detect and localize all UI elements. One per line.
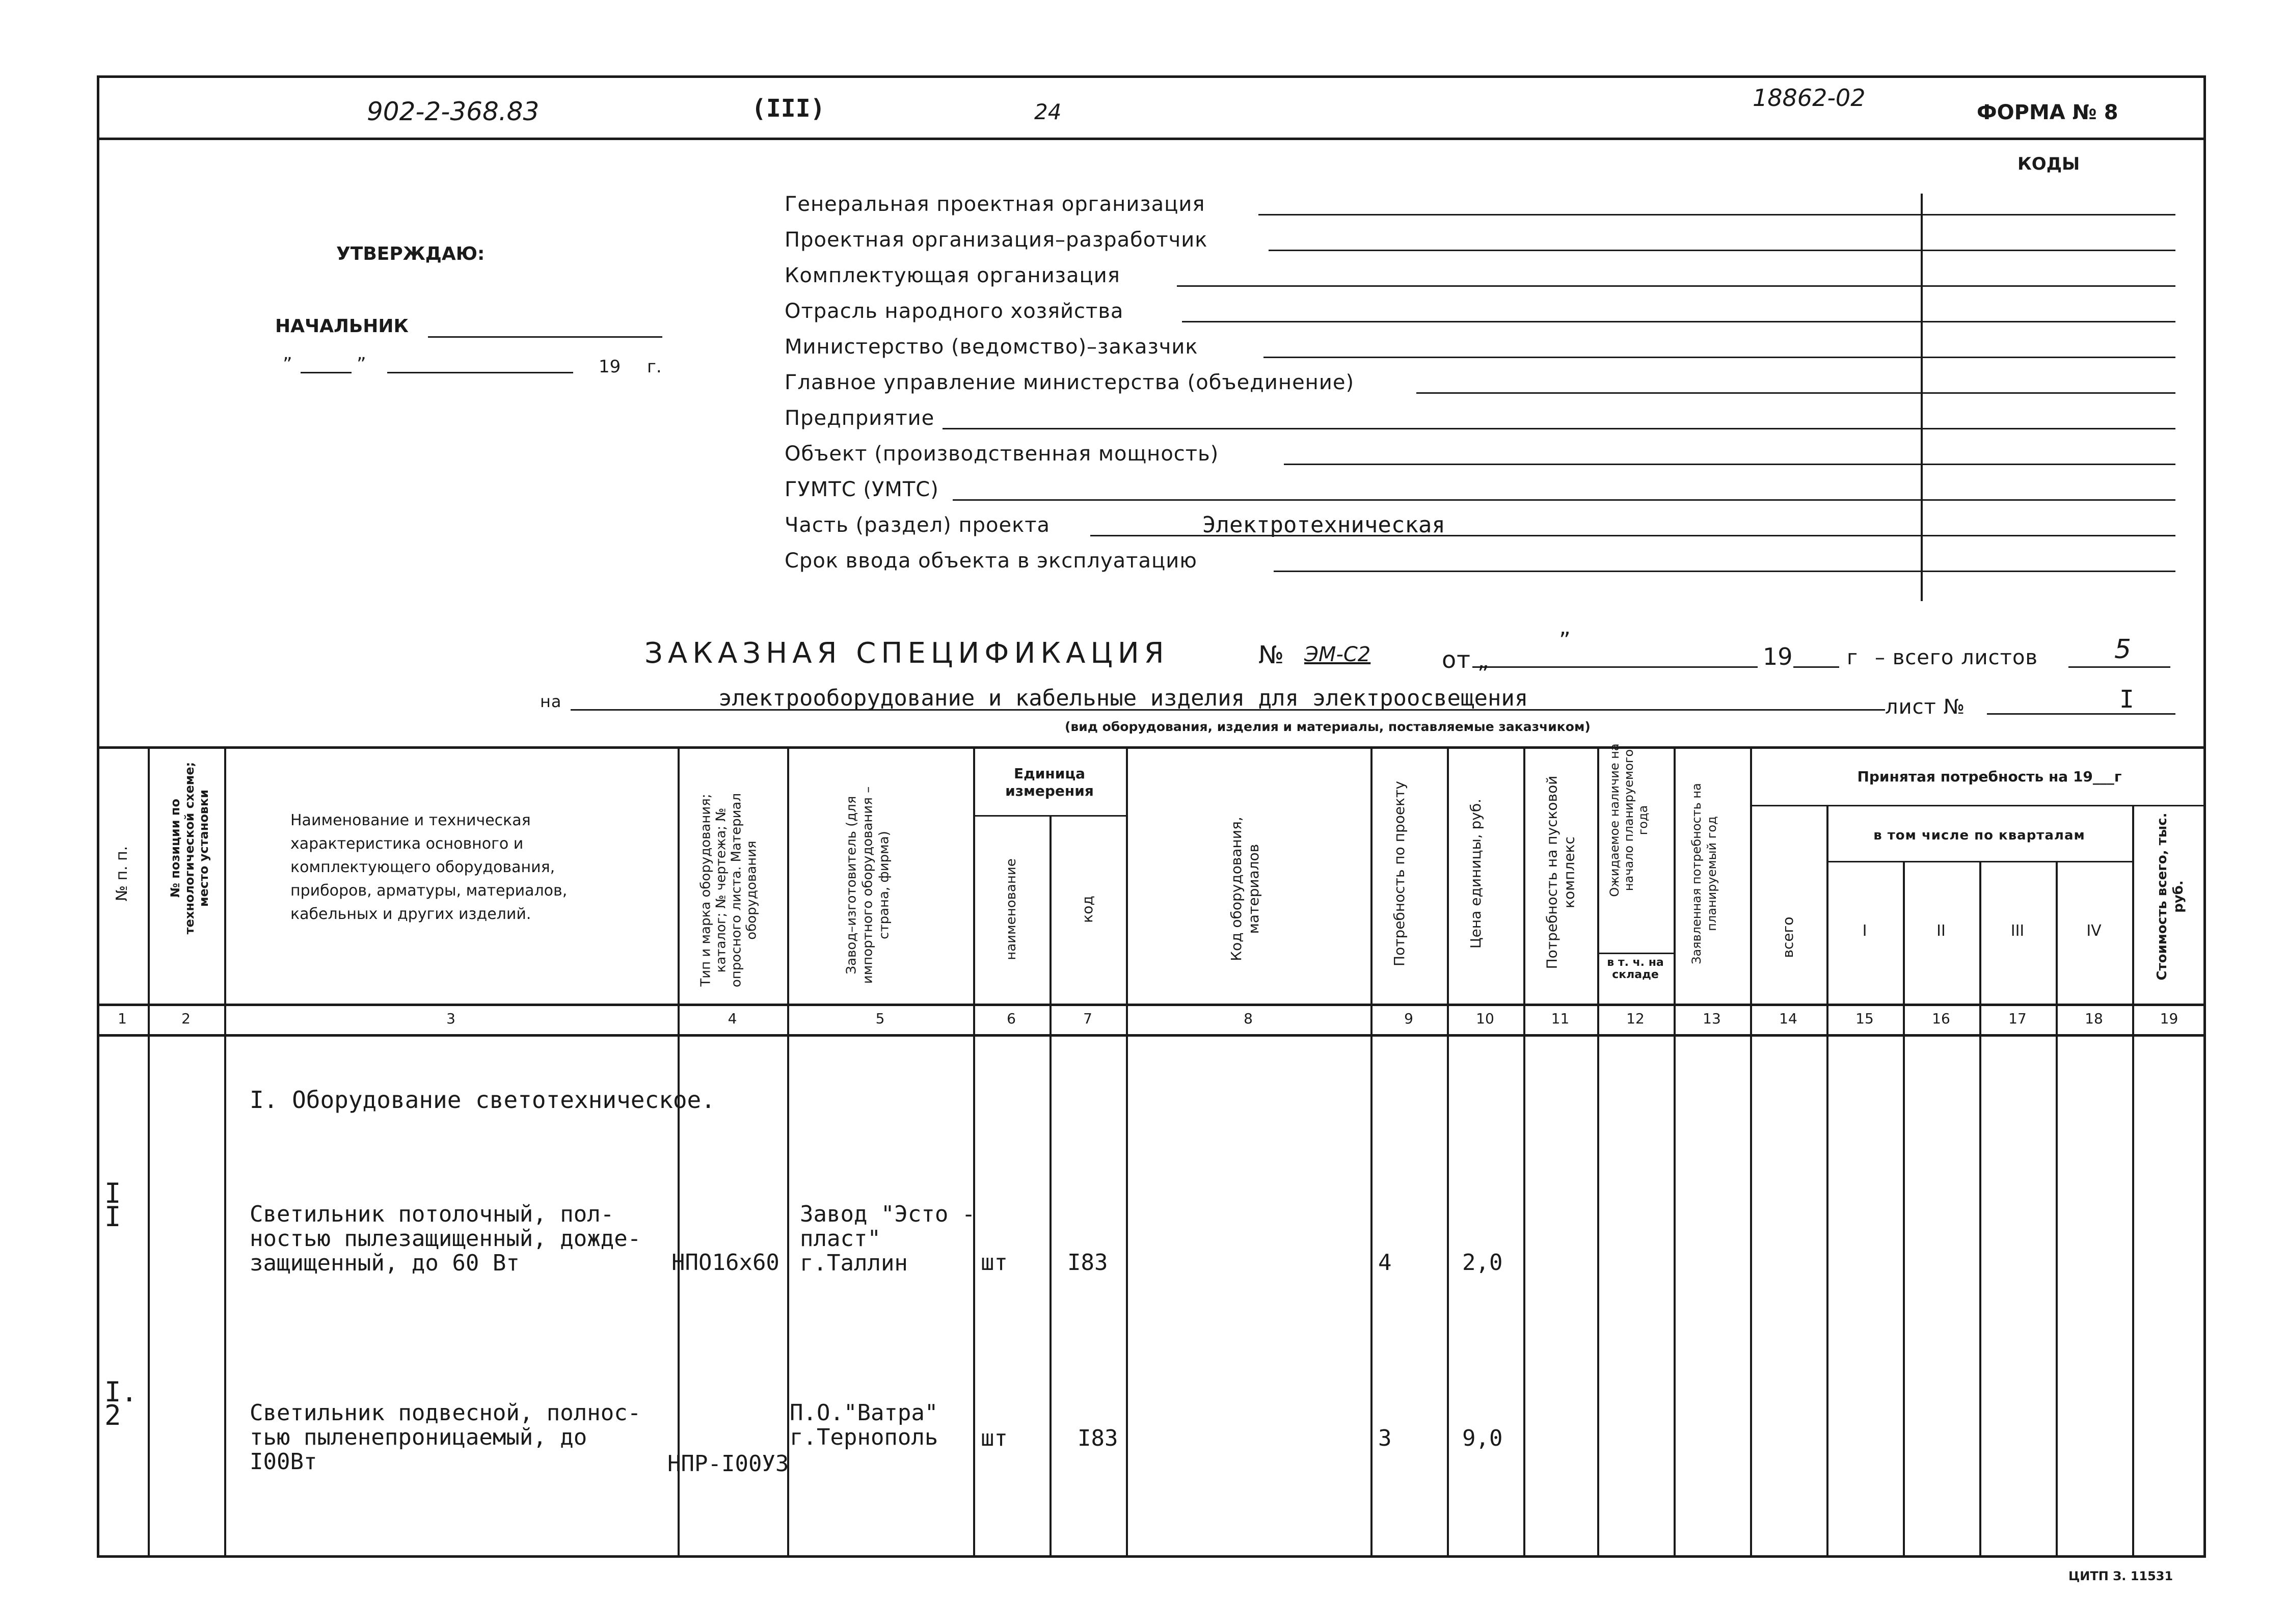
org-field-label: Генеральная проектная организация (785, 193, 1205, 216)
date-quote-open: ” (283, 354, 292, 375)
row-maker: П.О."Ватра" г.Тернополь (790, 1400, 938, 1450)
col-header-unit: Единица измерения (1005, 765, 1094, 799)
col-header-7: код (1079, 896, 1096, 923)
codes-label: КОДЫ (2017, 154, 2080, 174)
spec-subject: электрооборудование и кабельные изделия для электроосвещения (718, 685, 1528, 711)
org-field-line (1269, 250, 2175, 251)
row-name: Светильник подвесной, полнос- тью пыленепроницаемый, до I00Вт (250, 1400, 641, 1475)
col-header-18: IV (2086, 922, 2102, 940)
date-month-line (387, 372, 573, 373)
column-number: 1 (118, 1010, 127, 1027)
row-unit: шт (981, 1250, 1008, 1276)
column-number: 19 (2160, 1010, 2178, 1027)
org-field-line (1416, 392, 2175, 394)
col-header-6: наименование (1004, 858, 1019, 960)
col-header-quarters: в том числе по кварталам (1873, 828, 2085, 843)
form-label: ФОРМА № 8 (1977, 101, 2118, 124)
row-unit: шт (981, 1425, 1008, 1451)
spec-year-label: 19 (1763, 643, 1793, 670)
page-number: 24 (1034, 99, 1062, 124)
spec-number: ЭМ-С2 (1304, 643, 1371, 666)
org-field-label: ГУМТС (УМТС) (785, 478, 939, 501)
col-header-accepted: Принятая потребность на 19___г (1857, 768, 2122, 785)
footer-stamp: ЦИТП З. 11531 (2068, 1569, 2173, 1583)
row-position: I. 2 (104, 1376, 138, 1431)
subject-quote: ” (1477, 661, 1489, 687)
spec-year-line (1793, 666, 1839, 668)
col-header-14: всего (1780, 916, 1796, 958)
spec-date-line (1472, 666, 1758, 668)
column-number: 11 (1551, 1010, 1570, 1027)
spec-title: ЗАКАЗНАЯ СПЕЦИФИКАЦИЯ (644, 637, 1169, 670)
org-field-label: Комплектующая организация (785, 264, 1120, 287)
column-divider (1750, 746, 1752, 1556)
col-header-17: III (2010, 922, 2025, 940)
column-number: 10 (1476, 1010, 1494, 1027)
spec-year-suffix: г (1847, 646, 1859, 669)
unit-group-line (973, 815, 1126, 817)
col-header-12: Ожидаемое наличие на начало планируемого года (1607, 743, 1650, 897)
org-field-label: Проектная организация–разработчик (785, 228, 1208, 252)
roman-numeral: (III) (751, 94, 825, 123)
column-number: 18 (2085, 1010, 2103, 1027)
date-year: 19 (599, 357, 621, 377)
row-code: I83 (1078, 1425, 1118, 1451)
column-divider (973, 746, 975, 1556)
column-divider (1826, 805, 1828, 1556)
org-field-line (1263, 357, 2175, 358)
chief-signature-line (428, 336, 662, 338)
stock-subline (1597, 953, 1674, 954)
column-number: 13 (1703, 1010, 1721, 1027)
total-sheets-label: – всего листов (1875, 646, 2038, 669)
col-header-11: Потребность на пусковой комплекс (1543, 775, 1578, 969)
column-number: 7 (1083, 1010, 1092, 1027)
col-header-4: Тип и марка оборудования; каталог; № чертежа; № опросного листа. Материал оборудования (698, 793, 760, 988)
org-field-line (1258, 214, 2175, 215)
sheet-label: лист № (1885, 695, 1966, 719)
section-heading: I. Оборудование светотехническое. (250, 1086, 715, 1114)
col-header-1: № п. п. (113, 846, 131, 902)
org-field-line (1182, 321, 2175, 322)
row-quantity: 4 (1378, 1250, 1392, 1276)
org-field-line (1274, 571, 2175, 572)
col-header-13: Заявленная потребность на планируемый год (1689, 783, 1719, 964)
col-header-10: Цена единицы, руб. (1467, 798, 1484, 949)
org-field-label: Министерство (ведомство)–заказчик (785, 335, 1198, 359)
sheet-line (1987, 713, 2175, 715)
project-part-value: Электротехническая (1202, 512, 1445, 538)
column-divider (2056, 861, 2058, 1556)
col-header-8: Код оборудования, материалов (1228, 817, 1262, 961)
subject-note: (вид оборудования, изделия и материалы, поставляемые заказчиком) (1065, 719, 1591, 734)
org-field-line (1284, 464, 2175, 465)
table-header-bottom (97, 1004, 2206, 1006)
col-header-16: II (1936, 922, 1946, 940)
org-field-label: Часть (раздел) проекта (785, 513, 1051, 537)
column-number: 5 (875, 1010, 885, 1027)
date-year-suffix: г. (647, 357, 662, 377)
org-field-label: Отрасль народного хозяйства (785, 300, 1124, 323)
approve-label: УТВЕРЖДАЮ: (336, 243, 485, 264)
column-number: 3 (446, 1010, 455, 1027)
sheet-number: I (2119, 685, 2134, 714)
date-day-line (301, 372, 352, 373)
row-type: НПО16х60 (671, 1250, 779, 1276)
column-divider (1903, 861, 1905, 1556)
col-header-9: Потребность по проекту (1391, 781, 1408, 966)
chief-label: НАЧАЛЬНИК (275, 316, 409, 337)
row-type: НПР-I00У3 (667, 1451, 789, 1477)
column-number: 17 (2008, 1010, 2027, 1027)
column-number: 16 (1932, 1010, 1950, 1027)
row-maker: Завод "Эсто - пласт" г.Таллин (800, 1201, 976, 1276)
total-sheets: 5 (2114, 634, 2132, 665)
col-header-5: Завод–изготовитель (для импортного оборудования –страна, фирма) (844, 786, 892, 984)
column-number: 8 (1244, 1010, 1253, 1027)
row-name: Светильник потолочный, пол- ностью пылезащищенный, дожде- защищенный, до 60 Вт (250, 1201, 641, 1276)
col-header-2: № позиции по технологической схеме; место установки (168, 762, 211, 935)
column-number: 15 (1855, 1010, 1874, 1027)
table-top-line (97, 746, 2206, 749)
org-field-label: Срок ввода объекта в эксплуатацию (785, 549, 1197, 573)
codes-divider (1921, 194, 1923, 601)
org-field-line (943, 428, 2175, 429)
col-header-19: Стоимость всего, тыс. руб. (2155, 813, 2186, 981)
col-header-12b: в т. ч. на складе (1607, 956, 1664, 981)
total-sheets-line (2068, 666, 2170, 668)
row-price: 2,0 (1462, 1250, 1503, 1276)
spec-number-label: № (1258, 641, 1284, 669)
column-numbers-bottom (97, 1034, 2206, 1037)
col-header-3: Наименование и техническая характеристика основного и комплектующего оборудования, приборов, арматуры, материалов, кабельных и других изделий. (290, 811, 568, 923)
org-field-label: Объект (производственная мощность) (785, 442, 1219, 466)
org-field-label: Главное управление министерства (объединение) (785, 371, 1355, 394)
quarters-group-line (1826, 861, 2132, 862)
row-code: I83 (1067, 1250, 1108, 1276)
column-number: 2 (181, 1010, 191, 1027)
column-number: 12 (1626, 1010, 1645, 1027)
org-field-label: Предприятие (785, 407, 935, 430)
spec-from-label: от (1442, 646, 1471, 673)
column-number: 4 (728, 1010, 737, 1027)
date-quote-close: ” (357, 354, 366, 375)
row-quantity: 3 (1378, 1425, 1392, 1451)
column-divider (1050, 815, 1052, 1556)
registration-number: 18862-02 (1753, 84, 1866, 112)
doc-number: 902-2-368.83 (367, 97, 540, 126)
column-divider (224, 746, 226, 1556)
org-field-line (953, 499, 2175, 501)
row-price: 9,0 (1462, 1425, 1503, 1451)
spec-date-quote: ” (1559, 628, 1571, 654)
org-field-line (1177, 285, 2175, 287)
for-label: на (540, 692, 562, 711)
row-position: I I (104, 1177, 121, 1233)
column-divider (1979, 861, 1981, 1556)
column-number: 9 (1404, 1010, 1413, 1027)
col-header-15: I (1862, 922, 1867, 940)
header-divider (97, 138, 2206, 140)
column-number: 6 (1007, 1010, 1016, 1027)
column-number: 14 (1779, 1010, 1797, 1027)
